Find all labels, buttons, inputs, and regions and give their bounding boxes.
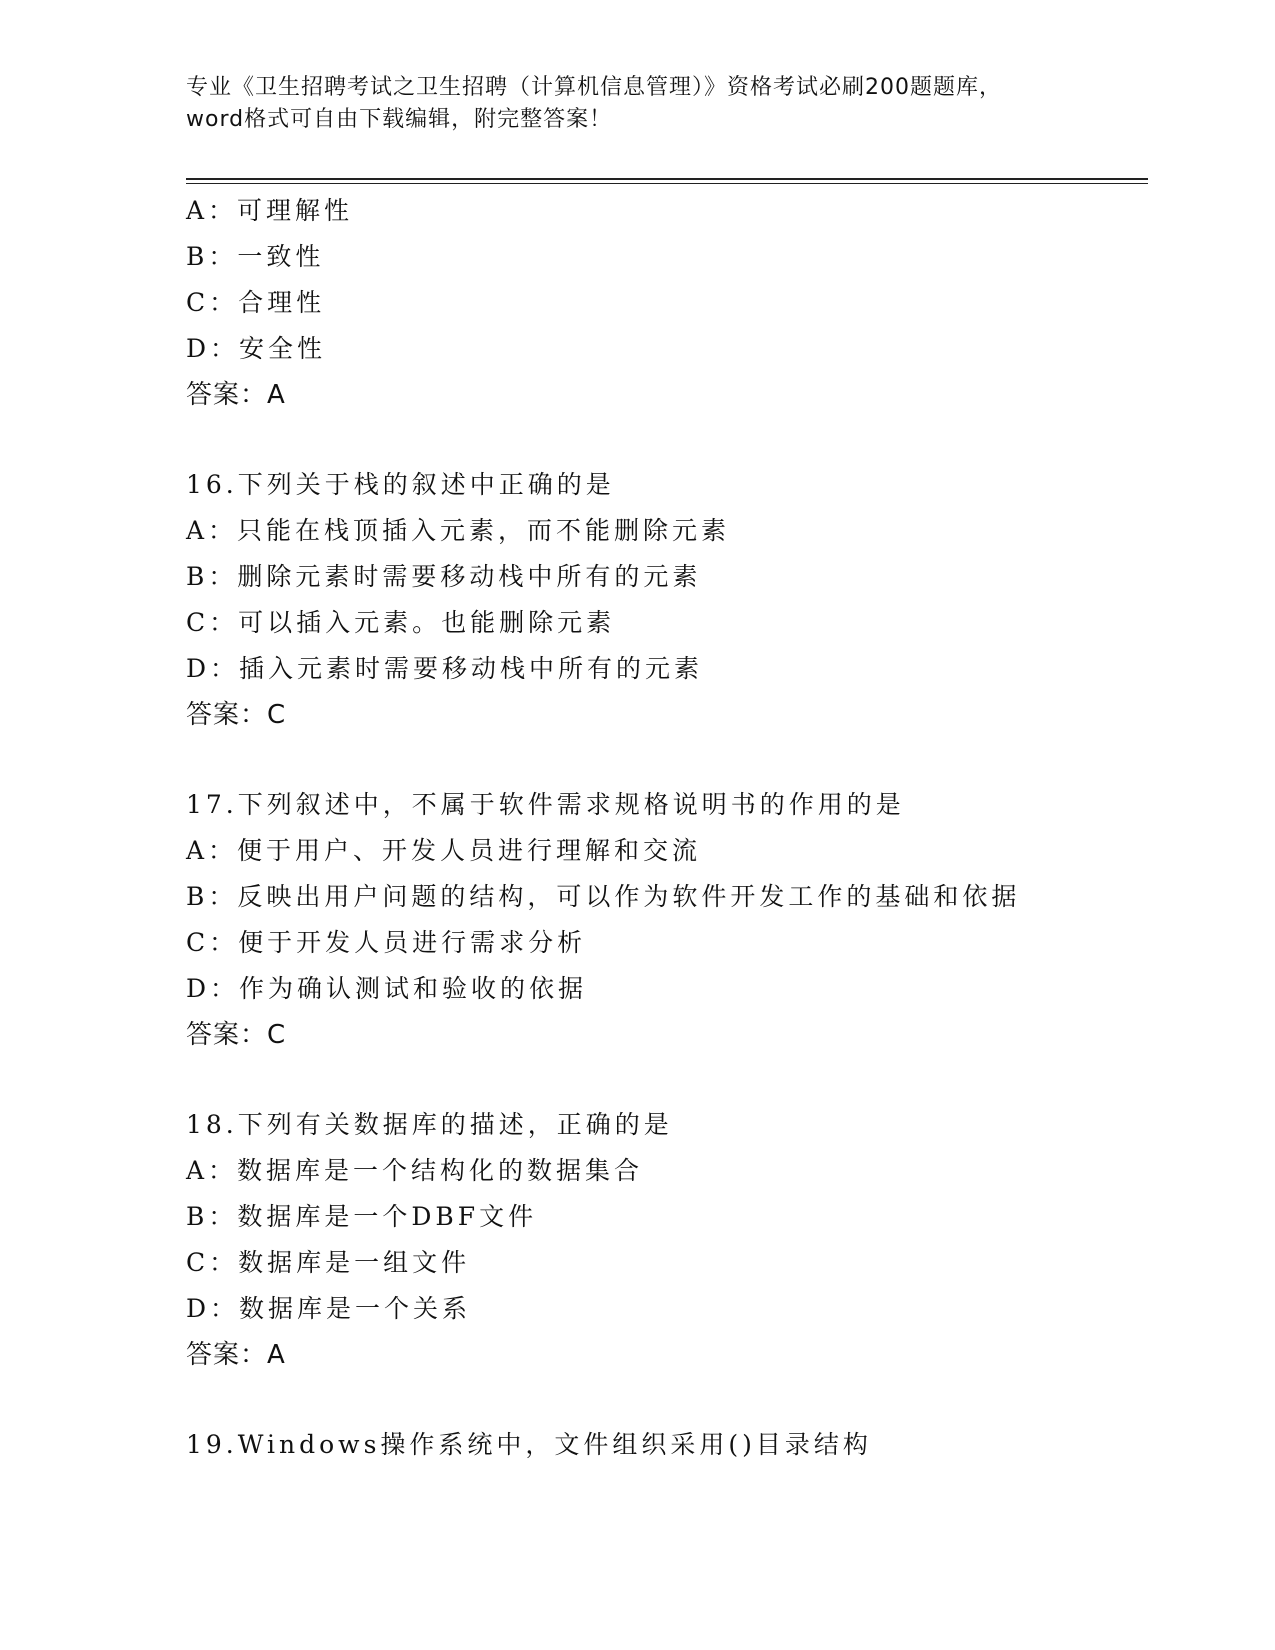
option-c: C：便于开发人员进行需求分析 — [186, 928, 587, 957]
option-b: B：反映出用户问题的结构，可以作为软件开发工作的基础和依据 — [186, 882, 1021, 911]
option-a: A：只能在栈顶插入元素，而不能删除元素 — [186, 516, 731, 545]
option-c: C：合理性 — [186, 288, 326, 317]
option-d: D：安全性 — [186, 334, 327, 363]
document-header — [186, 72, 1086, 136]
option-c: C：可以插入元素。也能删除元素 — [186, 608, 616, 637]
question-text: 18.下列有关数据库的描述，正确的是 — [186, 1110, 673, 1139]
question-block-18 — [186, 1102, 1146, 1378]
header-rule-thin — [186, 183, 1148, 184]
answer: 答案：A — [186, 380, 286, 410]
header-rule-thick — [186, 178, 1148, 180]
question-block-15 — [186, 188, 1146, 418]
option-c: C：数据库是一组文件 — [186, 1248, 471, 1277]
question-text: 17.下列叙述中，不属于软件需求规格说明书的作用的是 — [186, 790, 905, 819]
option-b: B：删除元素时需要移动栈中所有的元素 — [186, 562, 702, 591]
option-d: D：插入元素时需要移动栈中所有的元素 — [186, 654, 704, 683]
question-list — [186, 188, 1146, 1468]
question-text: 16.下列关于栈的叙述中正确的是 — [186, 470, 615, 499]
question-text: 19.Windows操作系统中，文件组织采用()目录结构 — [186, 1430, 872, 1459]
option-b: B：一致性 — [186, 242, 325, 271]
header-line-1: 专业《卫生招聘考试之卫生招聘（计算机信息管理）》资格考试必刷200题题库， — [186, 75, 1002, 100]
question-block-17 — [186, 782, 1146, 1058]
option-d: D：作为确认测试和验收的依据 — [186, 974, 588, 1003]
option-b: B：数据库是一个DBF文件 — [186, 1202, 538, 1231]
answer: 答案：C — [186, 1020, 287, 1050]
answer: 答案：C — [186, 700, 287, 730]
answer: 答案：A — [186, 1340, 286, 1370]
option-a: A：可理解性 — [186, 196, 354, 225]
option-d: D：数据库是一个关系 — [186, 1294, 472, 1323]
header-line-2: word格式可自由下载编辑，附完整答案！ — [186, 107, 613, 132]
question-block-19 — [186, 1422, 1146, 1468]
question-block-16 — [186, 462, 1146, 738]
option-a: A：数据库是一个结构化的数据集合 — [186, 1156, 644, 1185]
option-a: A：便于用户、开发人员进行理解和交流 — [186, 836, 702, 865]
